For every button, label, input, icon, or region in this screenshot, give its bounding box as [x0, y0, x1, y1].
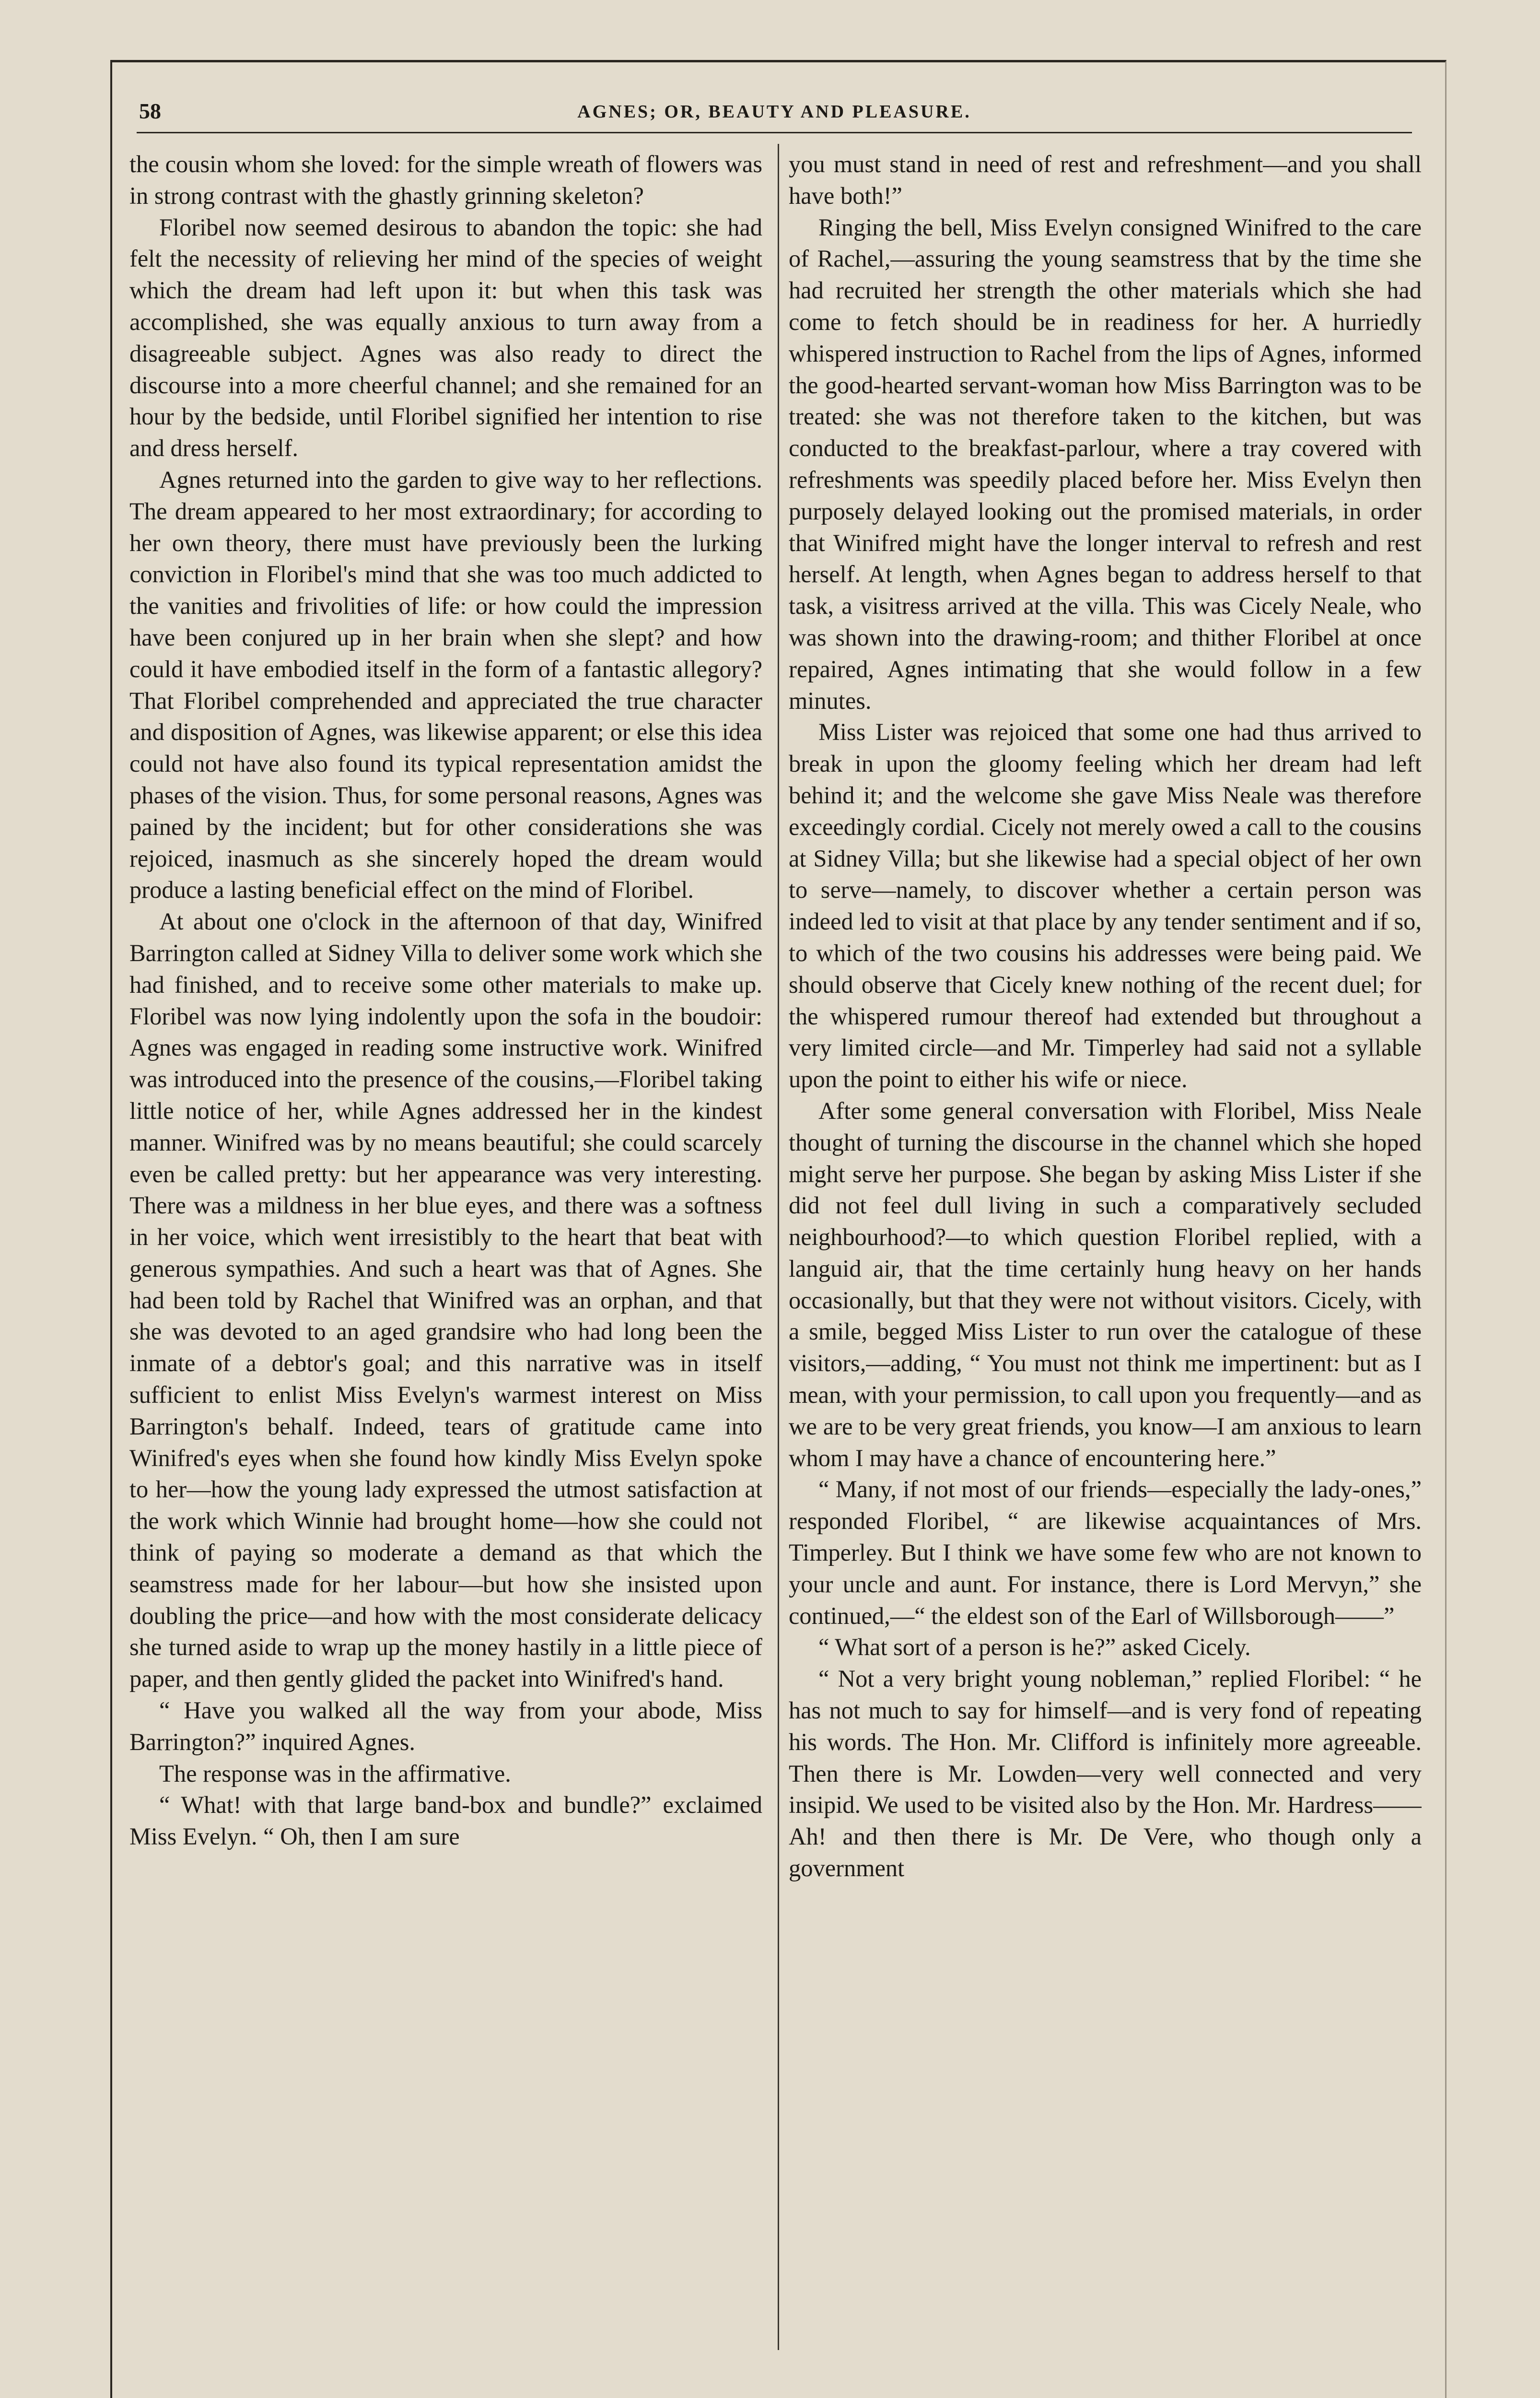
- paragraph: Floribel now seemed desirous to abandon the topic: she had felt the necessity of relieving her mind of the species of weight which the dream had left upon it: but when this task was accomplished, she was equally anxious to turn away from a disagreeable subject. Agnes was also ready to direct the discourse into a more cheerful channel; and she remained for an hour by the bedside, until Floribel signified her intention to rise and dress herself.: [129, 213, 762, 462]
- paragraph: “ What! with that large band-box and bundle?” exclaimed Miss Evelyn. “ Oh, then I am sure: [129, 1791, 762, 1850]
- paragraph: you must stand in need of rest and refreshment—and you shall have both!”: [789, 151, 1422, 209]
- page-number: 58: [139, 99, 161, 123]
- paragraph: “ Not a very bright young nobleman,” replied Floribel: “ he has not much to say for himself—and is very fond of repeating his words. The Hon. Mr. Clifford is infinitely more agreeable. Then there is Mr. Lowden—very well connected and very insipid. We used to be visited also by the Hon. Mr. Hardress——Ah! and then there is Mr. De Vere, who though only a government: [789, 1665, 1422, 1882]
- paragraph: At about one o'clock in the afternoon of that day, Winifred Barrington called at Sidney Villa to deliver some work which she had finished, and to receive some other materials to make up. Floribel was now lying indolently upon the sofa in the boudoir: Agnes was engaged in reading some instructive work. Winifred was introduced into the presence of the cousins,—Floribel taking little notice of her, while Agnes addressed her in the kindest manner. Winifred was by no means beautiful; she could scarcely even be called pretty: but her appearance was very interesting. There was a mildness in her blue eyes, and there was a softness in her voice, which went irresistibly to the heart that beat with generous sympathies. And such a heart was that of Agnes. She had been told by Rachel that Winifred was an orphan, and that she was devoted to an aged grandsire who had long been the inmate of a debtor's goal; and this narrative was in itself sufficient to enlist Miss Evelyn's warmest interest on Miss Barrington's behalf. Indeed, tears of gratitude came into Winifred's eyes when she found how kindly Miss Evelyn spoke to her—how the young lady expressed the utmost satisfaction at the work which Winnie had brought home—how she could not think of paying so moderate a demand as that which the seamstress made for her labour—but how she insisted upon doubling the price—and how with the most considerate delicacy she turned aside to wrap up the money hastily in a little piece of paper, and then gently glided the packet into Winifred's hand.: [129, 908, 762, 1693]
- paragraph: the cousin whom she loved: for the simple wreath of flowers was in strong contrast with the ghastly grinning skeleton?: [129, 151, 762, 209]
- paragraph: Ringing the bell, Miss Evelyn consigned Winifred to the care of Rachel,—assuring the young seamstress that by the time she had recruited her strength the other materials which she had come to fetch should be in readiness for her. A hurriedly whispered instruction to Rachel from the lips of Agnes, informed the good-hearted servant-woman how Miss Barrington was to be treated: she was not therefore taken to the kitchen, but was conducted to the breakfast-parlour, where a tray covered with refreshments was speedily placed before her. Miss Evelyn then purposely delayed looking out the promised materials, in order that Winifred might have the longer interval to refresh and rest herself. At length, when Agnes began to address herself to that task, a visitress arrived at the villa. This was Cicely Neale, who was shown into the drawing-room; and thither Floribel at once repaired, Agnes intimating that she would follow in a few minutes.: [789, 213, 1422, 714]
- paragraph: “ What sort of a person is he?” asked Cicely.: [818, 1634, 1251, 1661]
- paragraph: The response was in the affirmative.: [159, 1760, 511, 1787]
- paragraph: Agnes returned into the garden to give way to her reflections. The dream appeared to her most extraordinary; for according to her own theory, there must have previously been the lurking conviction in Floribel's mind that she was too much addicted to the vanities and frivolities of life: or how could the impression have been conjured up in her brain when she slept? and how could it have embodied itself in the form of a fantastic allegory? That Floribel comprehended and appreciated the true character and disposition of Agnes, was likewise apparent; or else this idea could not have also found its typical representation amidst the phases of the vision. Thus, for some personal reasons, Agnes was pained by the incident; but for other considerations she was rejoiced, inasmuch as she sincerely hoped the dream would produce a lasting beneficial effect on the mind of Floribel.: [129, 466, 762, 904]
- paragraph: Miss Lister was rejoiced that some one had thus arrived to break in upon the gloomy feeling which her dream had left behind it; and the welcome she gave Miss Neale was therefore exceedingly cordial. Cicely not merely owed a call to the cousins at Sidney Villa; but she likewise had a special object of her own to serve—namely, to discover whether a certain person was indeed led to visit at that place by any tender sentiment and if so, to which of the two cousins his addresses were being paid. We should observe that Cicely knew nothing of the recent duel; for the whispered rumour thereof had extended but throughout a very limited circle—and Mr. Timperley had said not a syllable upon the point to either his wife or niece.: [789, 718, 1422, 1093]
- running-title: AGNES; OR, BEAUTY AND PLEASURE.: [577, 102, 971, 122]
- column-divider: [778, 144, 779, 2350]
- page-header: [137, 94, 1412, 133]
- left-column: [129, 149, 762, 2350]
- right-column: [789, 149, 1422, 2350]
- paragraph: “ Have you walked all the way from your abode, Miss Barrington?” inquired Agnes.: [129, 1697, 762, 1755]
- paragraph: After some general conversation with Floribel, Miss Neale thought of turning the discourse in the channel which she hoped might serve her purpose. She began by asking Miss Lister if she did not feel dull living in such a comparatively secluded neighbourhood?—to which question Floribel replied, with a languid air, that the time certainly hung heavy on her hands occasionally, but that they were not without visitors. Cicely, with a smile, begged Miss Lister to run over the catalogue of these visitors,—adding, “ You must not think me impertinent: but as I mean, with your permission, to call upon you frequently—and as we are to be very great friends, you know—I am anxious to learn whom I may have a chance of encountering here.”: [789, 1097, 1422, 1471]
- paragraph: “ Many, if not most of our friends—especially the lady-ones,” responded Floribel, “ are likewise acquaintances of Mrs. Timperley. But I think we have some few who are not known to your uncle and aunt. For instance, there is Lord Mervyn,” she continued,—“ the eldest son of the Earl of Willsborough——”: [789, 1476, 1422, 1629]
